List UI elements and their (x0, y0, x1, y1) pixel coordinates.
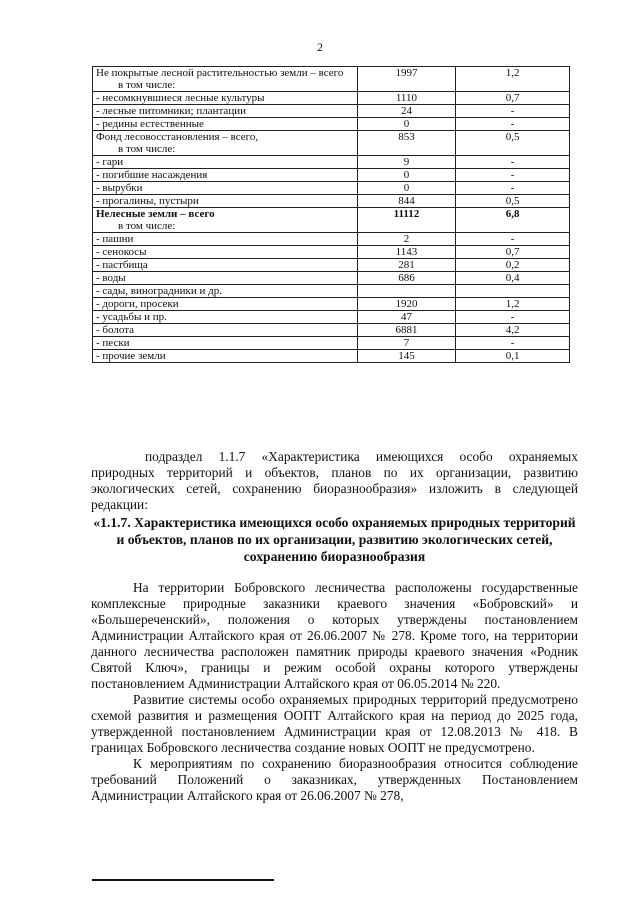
row-area-value: 1143 (357, 246, 455, 259)
page-number: 2 (317, 40, 323, 54)
row-area-value: 1997 (357, 67, 455, 92)
table-row (93, 156, 570, 169)
row-area-value: 24 (357, 105, 455, 118)
row-name-cell (93, 92, 358, 105)
row-name: - сады, виноградники и др. (96, 285, 222, 297)
row-area-value: 145 (357, 350, 455, 363)
row-percent-value: 0,7 (456, 246, 570, 259)
table-row (93, 92, 570, 105)
land-table (92, 66, 570, 363)
row-name: - прогалины, пустыри (96, 195, 199, 207)
table-row (93, 337, 570, 350)
row-percent-value: - (456, 337, 570, 350)
row-area-value: 47 (357, 311, 455, 324)
row-name: Фонд лесовосстановления – всего, (96, 131, 259, 143)
table-row (93, 105, 570, 118)
row-name: - болота (96, 324, 135, 336)
table-row (93, 324, 570, 337)
row-area-value: 1110 (357, 92, 455, 105)
row-name-cell (93, 182, 358, 195)
row-name-cell (93, 246, 358, 259)
row-name-cell (93, 118, 358, 131)
row-name: Нелесные земли – всего (96, 208, 215, 220)
row-name-cell (93, 131, 358, 156)
paragraph-2: Развитие системы особо охраняемых природных территорий предусмотрено схемой развития и размещения ООПТ Алтайского края на период до 2025 года, утвержденной постановлением Администрации края от 12.08.2013 № 418. В границах Бобровского лесничества создание новых ООПТ не предусмотрено. (91, 692, 578, 755)
row-name-cell (93, 233, 358, 246)
row-percent-value: - (456, 156, 570, 169)
table-row (93, 233, 570, 246)
table-row (93, 298, 570, 311)
row-area-value (357, 285, 455, 298)
row-percent-value: 6,8 (456, 208, 570, 233)
row-name: - пастбища (96, 259, 148, 271)
row-name: - лесные питомники; плантации (96, 105, 246, 117)
row-percent-value: 0,5 (456, 195, 570, 208)
row-percent-value: 1,2 (456, 298, 570, 311)
intro-paragraph: подраздел 1.1.7 «Характеристика имеющихся особо охраняемых природных территорий и объектов, планов по их организации, развитию экологических сетей, сохранению биоразнообразия» изложить в следующей редакции: (91, 449, 578, 512)
row-percent-value (456, 285, 570, 298)
body-text (91, 580, 578, 804)
row-percent-value: - (456, 105, 570, 118)
row-percent-value: - (456, 182, 570, 195)
row-name-cell (93, 272, 358, 285)
row-area-value: 853 (357, 131, 455, 156)
row-percent-value: 4,2 (456, 324, 570, 337)
row-area-value: 686 (357, 272, 455, 285)
table-row (93, 350, 570, 363)
row-subcaption: в том числе: (118, 143, 176, 155)
table-row (93, 246, 570, 259)
row-percent-value: - (456, 311, 570, 324)
table-row (93, 182, 570, 195)
row-name-cell (93, 350, 358, 363)
row-name-cell (93, 169, 358, 182)
row-name-cell (93, 324, 358, 337)
table-row (93, 272, 570, 285)
table-row (93, 311, 570, 324)
paragraph-3: К мероприятиям по сохранению биоразнообразия относится соблюдение требований Положений о заказниках, утвержденных Постановлением Администрации Алтайского края от 26.06.2007 № 278, (91, 756, 578, 803)
row-percent-value: 0,2 (456, 259, 570, 272)
row-name: - усадьбы и пр. (96, 311, 167, 323)
table-row (93, 285, 570, 298)
row-name: - редины естественные (96, 118, 204, 130)
row-name: - дороги, просеки (96, 298, 179, 310)
row-name-cell (93, 298, 358, 311)
row-area-value: 0 (357, 182, 455, 195)
table-row (93, 259, 570, 272)
row-percent-value: 0,5 (456, 131, 570, 156)
table-row (93, 195, 570, 208)
table-row (93, 208, 570, 233)
row-area-value: 1920 (357, 298, 455, 311)
row-percent-value: 0,4 (456, 272, 570, 285)
row-percent-value: 1,2 (456, 67, 570, 92)
row-name: - прочие земли (96, 350, 166, 362)
row-subcaption: в том числе: (118, 220, 176, 232)
row-name: - несомкнувшиеся лесные культуры (96, 92, 265, 104)
row-area-value: 11112 (357, 208, 455, 233)
row-percent-value: - (456, 233, 570, 246)
row-name: - пашни (96, 233, 134, 245)
row-percent-value: - (456, 169, 570, 182)
row-name-cell (93, 195, 358, 208)
row-area-value: 0 (357, 118, 455, 131)
footnote-divider (92, 879, 274, 881)
row-percent-value: 0,1 (456, 350, 570, 363)
row-name-cell (93, 208, 358, 233)
row-percent-value: - (456, 118, 570, 131)
row-area-value: 844 (357, 195, 455, 208)
subsection-intro (91, 449, 578, 513)
paragraph-1: На территории Бобровского лесничества расположены государственные комплексные природные заказники краевого значения «Бобровский» и «Большереченский», положения о которых утверждены постановлением Администрации Алтайского края от 26.06.2007 № 278. Кроме того, на территории данного лесничества расположен памятник природы краевого значения «Родник Святой Ключ», границы и режим особой охраны которого утверждены постановлением Администрации Алтайского края от 06.05.2014 № 220. (91, 580, 578, 691)
row-name: - погибшие насаждения (96, 169, 208, 181)
table-row (93, 169, 570, 182)
row-area-value: 9 (357, 156, 455, 169)
row-name-cell (93, 67, 358, 92)
row-name-cell (93, 259, 358, 272)
row-name: - пески (96, 337, 130, 349)
row-area-value: 6881 (357, 324, 455, 337)
row-name-cell (93, 156, 358, 169)
table-row (93, 131, 570, 156)
row-area-value: 281 (357, 259, 455, 272)
row-name: - воды (96, 272, 126, 284)
row-area-value: 0 (357, 169, 455, 182)
row-percent-value: 0,7 (456, 92, 570, 105)
table-row (93, 118, 570, 131)
row-name: - гари (96, 156, 124, 168)
row-subcaption: в том числе: (118, 79, 176, 91)
row-name-cell (93, 311, 358, 324)
row-name: - вырубки (96, 182, 143, 194)
row-name: - сенокосы (96, 246, 147, 258)
row-name-cell (93, 105, 358, 118)
row-name-cell (93, 285, 358, 298)
row-name: Не покрытые лесной растительностью земли – всего (96, 67, 344, 79)
row-area-value: 2 (357, 233, 455, 246)
section-heading: «1.1.7. Характеристика имеющихся особо охраняемых природных территорий и объектов, планов по их организации, развитию экологических сетей, сохранению биоразнообразия (93, 515, 576, 564)
table-row (93, 67, 570, 92)
row-area-value: 7 (357, 337, 455, 350)
row-name-cell (93, 337, 358, 350)
